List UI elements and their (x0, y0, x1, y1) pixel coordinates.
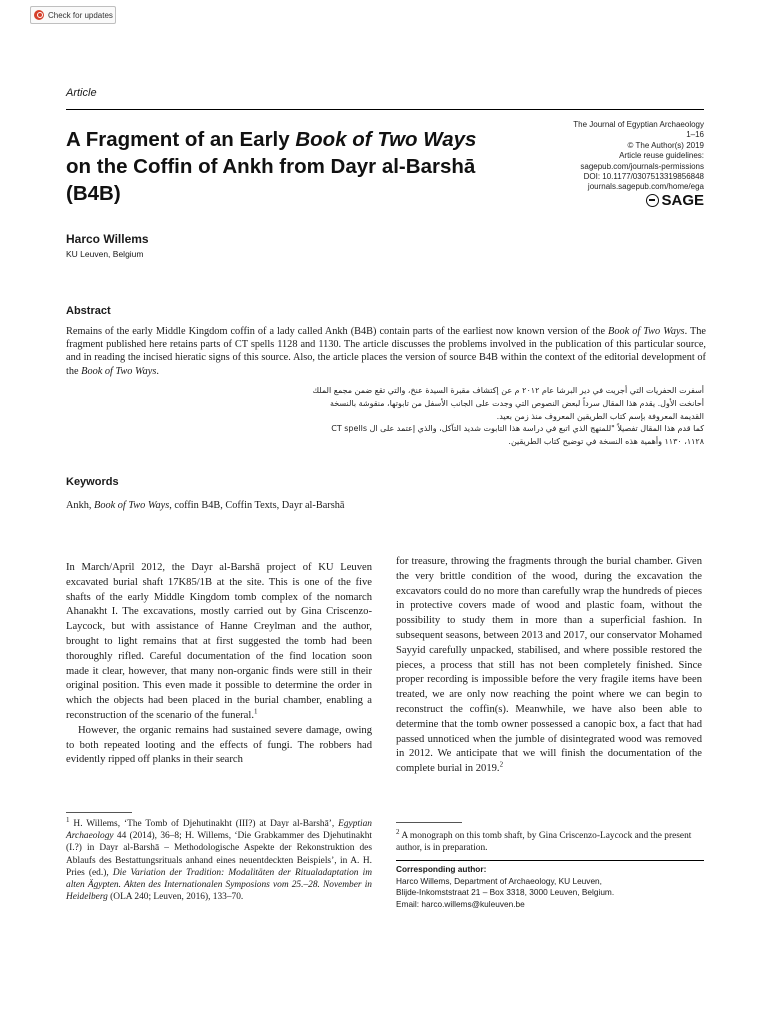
author-affiliation: KU Leuven, Belgium (66, 249, 144, 259)
abstract-text-3: . (156, 365, 159, 377)
footnote-text: (OLA 240; Leuven, 2016), 133–70. (107, 892, 244, 903)
journal-home-link[interactable]: journals.sagepub.com/home/ega (587, 182, 704, 192)
article-title (66, 126, 506, 207)
arabic-abstract (110, 385, 704, 449)
footnote-rule-left (66, 812, 132, 813)
crossmark-icon (34, 10, 44, 20)
page-range: 1–16 (686, 130, 704, 140)
abstract-text (66, 325, 706, 378)
arabic-line: أحانخت الأول. يقدم هذا المقال سرداً لبعض النصوص التي وجدت على الجانب الأسفل من تابوتها، منقوشة بالنسخة (329, 398, 704, 408)
reuse-link[interactable]: sagepub.com/journals-permissions (580, 161, 704, 171)
abstract-text-2: . The fragment published here retains parts of CT spells 1128 and 1130. The article discusses the problems involved in the publication of this particular source, and in reading the incised hieratic signs of this source. Also, the article places the version of source B4B within the context of the editorial development of the (66, 326, 706, 377)
check-for-updates-label: Check for updates (48, 10, 113, 20)
title-part-3: on the Coffin of Ankh from Dayr al-Barshā (B4B) (66, 155, 476, 205)
article-type-label: Article (66, 87, 97, 99)
doi[interactable]: DOI: 10.1177/0307513319856848 (583, 172, 704, 182)
abstract-text-1: Remains of the early Middle Kingdom coffin of a lady called Ankh (B4B) contain parts of the earliest now known version of the (66, 326, 609, 337)
footnote-italic: Egyptian Archaeology (66, 819, 372, 842)
header-rule (66, 109, 704, 110)
footnote-number: 1 (66, 815, 70, 824)
footnote-rule-right (396, 822, 462, 823)
corresponding-email[interactable]: Email: harco.willems@kuleuven.be (396, 898, 525, 909)
check-for-updates-badge[interactable] (30, 6, 116, 24)
body-text: In March/April 2012, the Dayr al-Barshā project of KU Leuven excavated burial shaft 17K85/1B at the site. This is one of the five shafts of the early Middle Kingdom tomb complex of the nomarch Ahanakht I. The excavations, mostly carried out by Gina Criscenzo-Laycock, but with assistance of Hanne Creylman and the author, brought to light remains that at first suggested the tomb had been thoroughly rifled. Careful documentation of the find location soon made it clear, however, that many non-organic finds were still in their original position. This even made it possible to determine the order in which the objects had been placed in the burial chamber, enabling a reconstruction of the scenario of the funeral. (66, 562, 372, 721)
footnote-2 (396, 827, 704, 854)
keywords-italic: Book of Two Ways (94, 500, 170, 511)
abstract-heading: Abstract (66, 305, 111, 317)
body-column-left (66, 561, 372, 768)
footnote-italic: Die Variation der Tradition: Modalitäten der Ritualadaptation im alten Ägypten. Akten des Internationalen Symposions vom 25.–28. November in Heidelberg (66, 867, 372, 903)
title-italic-part: Book of Two Ways (295, 128, 477, 151)
body-paragraph (396, 555, 702, 777)
body-column-right (396, 555, 702, 777)
sage-logo (646, 192, 704, 209)
reuse-label: Article reuse guidelines: (619, 151, 704, 161)
body-paragraph (66, 561, 372, 724)
arabic-line: القديمة المعروفة بإسم كتاب الطريقين المعروف منذ زمن بعيد. (496, 411, 704, 421)
arabic-line: أسفرت الحفريات التي أجريت في دير البرشا عام ٢٠١٢ م عن إكتشاف مقبرة السيدة عنخ، والتي تقع ضمن مجمع الملك (312, 386, 704, 395)
sage-logo-icon (646, 194, 659, 207)
corresponding-label: Corresponding author: (396, 864, 487, 874)
footnote-number: 2 (396, 827, 400, 836)
abstract-italic-1: Book of Two Ways (608, 326, 685, 337)
corresponding-rule (396, 860, 704, 861)
author-name: Harco Willems (66, 232, 149, 246)
keywords-text-2: , coffin B4B, Coffin Texts, Dayr al-Barshā (169, 500, 345, 511)
footnote-ref[interactable]: 1 (253, 707, 258, 716)
title-part-1: A Fragment of an Early (66, 128, 296, 151)
body-text: for treasure, throwing the fragments through the burial chamber. Given the very brittle condition of the wood, during the excavation the excavators could do no more than carefully wrap the hundreds of pieces in protective covers made of wood and plastic foam, without the possibility to study them in more than a superficial fashion. In subsequent seasons, between 2013 and 2017, our conservator Mohamed Sayyid carefully unpacked, stabilised, and where possible restored the pieces, a process that still has not been completely finished. Since proper recording is impossible before the very fragile items have been treated, we are only now reaching the point where we can begin to reconstruct the coffin(s). Meanwhile, we have also been able to determine that the tomb owner possessed a canopic box, a fact that had passed unnoticed when the jumble of disintegrated wood was removed in 2012. We anticipate that we will finish the documentation of the complete burial in 2019. (396, 556, 702, 775)
abstract-italic-2: Book of Two Ways (81, 365, 157, 377)
footnote-text: A monograph on this tomb shaft, by Gina Criscenzo-Laycock and the present author, is in preparation. (396, 831, 692, 854)
footnote-text: 44 (2014), 36–8; H. Willems, ‘Die Grabkammer des Djehutinakht (I.?) in Dayr al-Barshā – Methodologische Aspekte der Rekonstruktion des Ablaufs des Bestattungsrituals anhand eines neuentdeckten Beispiels’, in A. H. Pries (ed.), (66, 831, 372, 878)
footnote-text: H. Willems, ‘The Tomb of Djehutinakht (III?) at Dayr al-Barshā’, (69, 819, 339, 829)
footnote-1 (66, 815, 372, 903)
corresponding-line: Blijde-Inkomststraat 21 – Box 3318, 3000 Leuven, Belgium. (396, 887, 615, 898)
keywords-list (66, 500, 706, 511)
keywords-heading: Keywords (66, 476, 119, 488)
sage-logo-text: SAGE (661, 192, 704, 209)
copyright: © The Author(s) 2019 (627, 140, 704, 150)
corresponding-author (396, 864, 704, 910)
journal-metadata (484, 120, 704, 193)
arabic-line: كما قدم هذا المقال تفصيلاً "للمنهج الذي اتبع في دراسة هذا التابوت شديد التآكل، والذي إعتمد على ال CT spells (331, 424, 704, 434)
keywords-text-1: Ankh, (66, 500, 95, 511)
journal-name: The Journal of Egyptian Archaeology (573, 120, 704, 129)
arabic-line: ١١٢٨، ١١٣٠ وأهمية هذه النسخة في توضيح كتاب الطريقين. (508, 437, 704, 447)
corresponding-line: Harco Willems, Department of Archaeology, KU Leuven, (396, 875, 602, 886)
body-paragraph: However, the organic remains had sustained severe damage, owing to both repeated looting and the effects of fungi. The robbers had evidently ripped off planks in their search (66, 724, 372, 766)
footnote-ref[interactable]: 2 (499, 760, 504, 769)
